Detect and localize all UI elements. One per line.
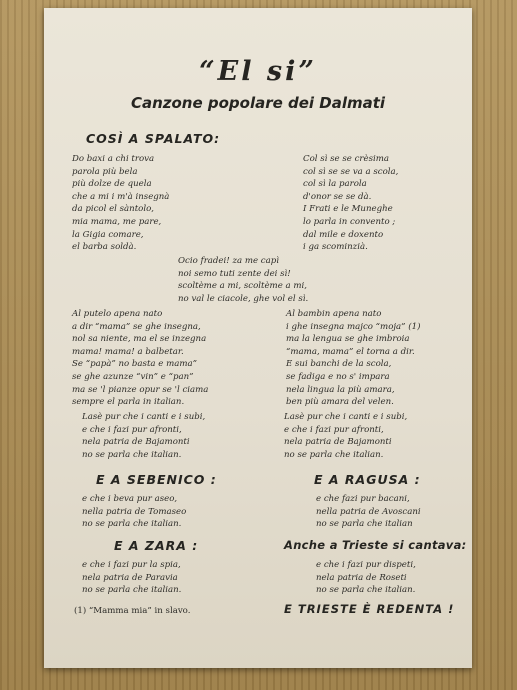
verse-line: Se “papà” no basta e mama” [72, 359, 198, 370]
verse-line: I Frati e le Muneghe [303, 204, 393, 215]
verse-line: nela patria de Bajamonti [284, 437, 392, 448]
verse-lase-left [82, 411, 205, 461]
verse-line: ben più amara del velen. [286, 397, 394, 408]
verse-line: el barba soldà. [72, 242, 137, 253]
verse-line: e che i beva pur aseo, [82, 494, 178, 504]
verse-line: Al putelo apena nato [72, 309, 163, 319]
verse-line: mama! mama! a balbetar. [72, 346, 184, 357]
verse-line: la Gigia comare, [72, 229, 144, 240]
verse-spalato-right [303, 153, 398, 254]
verse-line: nol sa niente, ma el se inzegna [72, 334, 207, 345]
verse-line: dal mile e doxento [303, 229, 384, 240]
verse-line: Col sì se se crèsima [303, 154, 390, 164]
verse-line: Lasè pur che i canti e i subi, [284, 412, 408, 422]
verse-line: i ghe insegna majco “moja” (1) [286, 321, 421, 332]
verse-line: e che i fazi pur dispeti, [316, 560, 416, 570]
verse-line: no val le ciacole, ghe vol el sì. [178, 293, 309, 304]
verse-line: i ga scominzià. [303, 242, 368, 253]
verse-line: parola più bela [72, 166, 138, 177]
verse-line: no se parla che italian. [82, 519, 182, 530]
verse-line: lo parla in convento ; [303, 216, 396, 227]
verse-spalato-left [72, 153, 169, 254]
verse-line: col sì se se va a scola, [303, 166, 399, 177]
verse-line: nela patria de Paravia [82, 572, 178, 583]
verse-line: e che i fazi pur la spia, [82, 560, 181, 570]
verse-zara [82, 559, 181, 597]
heading-trieste: Anche a Trieste si cantava: [284, 538, 467, 552]
verse-line: sempre el parla in italian. [72, 397, 185, 408]
verse-line: no se parla che italian. [316, 585, 416, 596]
verse-trieste [316, 559, 416, 597]
verse-line: nella patria de Avoscani [316, 506, 421, 517]
verse-line: Do baxi a chi trova [72, 154, 155, 164]
verse-line: “mama, mama” el torna a dir. [286, 346, 415, 357]
verse-line: nella patria de Tomaseo [82, 506, 187, 517]
verse-line: e che i fazi pur afronti, [82, 424, 182, 435]
verse-line: E sui banchi de la scola, [286, 359, 392, 370]
verse-line: ma se 'l pianze opur se 'l ciama [72, 384, 209, 395]
postcard [44, 8, 472, 668]
verse-line: col sì la parola [303, 179, 367, 190]
verse-line: Ocio fradei! za me capì [178, 256, 279, 266]
verse-line: no se parla che italian. [82, 585, 182, 596]
heading-zara: E A ZARA : [114, 538, 199, 553]
verse-line: d'onor se se dà. [303, 191, 372, 202]
verse-refrain [178, 255, 308, 305]
verse-ragusa [316, 493, 421, 531]
verse-line: no se parla che italian. [284, 449, 384, 460]
heading-ragusa: E A RAGUSA : [314, 472, 421, 487]
song-subtitle: Canzone popolare dei Dalmati [130, 94, 386, 112]
verse-line: se ghe azunze “vin” e “pan” [72, 371, 194, 382]
verse-line: ma la lengua se ghe imbroia [286, 334, 410, 345]
verse-sebenico [82, 493, 186, 531]
verse-putelo [72, 308, 208, 409]
verse-lase-right [284, 411, 407, 461]
verse-line: scoltème a mi, scoltème a mi, [178, 281, 308, 292]
verse-line: nela patria de Bajamonti [82, 437, 190, 448]
verse-line: che a mi i m'à insegnà [72, 191, 170, 202]
heading-sebenico: E A SEBENICO : [96, 472, 217, 487]
verse-line: nela lingua la più amara, [286, 384, 395, 395]
verse-line: no se parla che italian. [82, 449, 182, 460]
verse-line: e che i fazi pur afronti, [284, 424, 384, 435]
verse-line: Lasè pur che i canti e i subi, [82, 412, 206, 422]
verse-bambin [286, 308, 420, 409]
verse-line: Al bambin apena nato [286, 309, 382, 319]
song-title: “El si” [199, 56, 317, 87]
verse-line: e che fazi pur bacani, [316, 494, 410, 504]
footnote: (1) “Mamma mia” in slavo. [74, 606, 191, 616]
verse-line: mia mama, me pare, [72, 216, 162, 227]
verse-line: più dolze de quela [72, 179, 152, 190]
closing-line: E TRIESTE È REDENTA ! [284, 602, 455, 616]
verse-line: no se parla che italian [316, 519, 413, 530]
heading-spalato: COSÌ A SPALATO: [86, 131, 221, 146]
verse-line: a dir “mama” se ghe insegna, [72, 321, 201, 332]
verse-line: da picol el sàntolo, [72, 204, 154, 215]
verse-line: nela patria de Roseti [316, 572, 407, 583]
verse-line: se fadiga e no s' impara [286, 371, 390, 382]
verse-line: noi semo tuti zente dei sì! [178, 268, 291, 279]
